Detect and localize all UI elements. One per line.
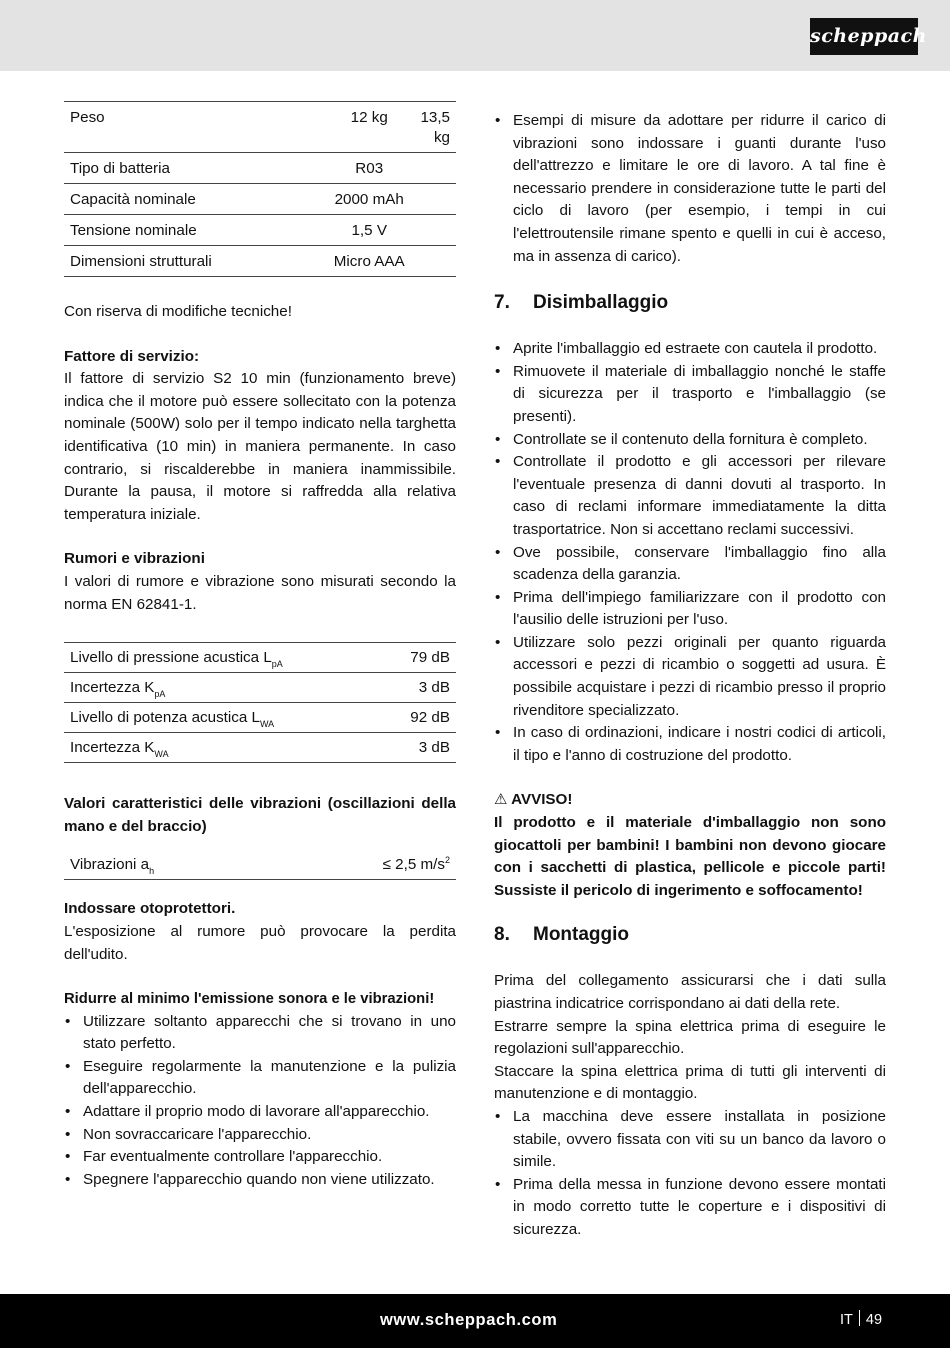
header-bar [0, 0, 950, 71]
list-item: • Spegnere l'apparecchio quando non viene utilizzato. [64, 1169, 456, 1192]
warning-text: Il prodotto e il materiale d'imballaggio non sono giocattoli per bambini! I bambini non devono giocare con i sacchetti di plastica, pellicole e piccole parti! Sussiste il pericolo di ingerimento e soffocamento! [494, 814, 886, 899]
noise-value: 3 dB [383, 673, 456, 703]
spec-table [64, 101, 456, 277]
section-8-heading: 8. Montaggio [494, 924, 630, 946]
duty-heading: Fattore di servizio: [64, 347, 200, 365]
noise-value: 92 dB [383, 703, 456, 733]
table-row [64, 850, 456, 880]
spec-value [414, 246, 456, 277]
list-item: • Prima della messa in funzione devono essere montati in modo corretto tutte le coperture e i dispositivi di sicurezza. [494, 1174, 886, 1242]
list-item: • Controllate il prodotto e gli accessori per rilevare l'eventuale presenza di danni dovuti al trasporto. In caso di reclami informare immediatamente la ditta trasportatrice. Non si accettano reclami successivi. [494, 451, 886, 541]
table-row [64, 673, 456, 703]
list-item: • Controllate se il contenuto della fornitura è completo. [494, 429, 886, 452]
mounting-text-2: Estrarre sempre la spina elettrica prima di eseguire le regolazioni sull'apparecchio. [494, 1017, 886, 1058]
noise-label: Incertezza $K_{WA}$ [64, 733, 383, 763]
noise-label: Incertezza $K_{pA}$ [64, 673, 383, 703]
list-item: • Ove possibile, conservare l'imballaggio fino alla scadenza della garanzia. [494, 542, 886, 587]
spec-value: 12 kg [324, 102, 414, 153]
table-row [64, 703, 456, 733]
ear-protection-heading: Indossare otoprotettori. [64, 900, 236, 918]
left-column [64, 101, 456, 1191]
mounting-text-3: Staccare la spina elettrica prima di tutti gli interventi di manutenzione e di montaggio. [494, 1062, 886, 1103]
reserve-note: Con riserva di modifiche tecniche! [64, 303, 292, 320]
spec-value: 1,5 V [324, 215, 414, 246]
spec-label: Capacità nominale [64, 184, 324, 215]
noise-table [64, 642, 456, 763]
list-item: • Utilizzare soltanto apparecchi che si trovano in uno stato perfetto. [64, 1011, 456, 1056]
spec-value [414, 153, 456, 184]
noise-text: I valori di rumore e vibrazione sono misurati secondo la norma EN 62841-1. [64, 572, 456, 613]
noise-heading: Rumori e vibrazioni [64, 550, 205, 568]
right-column [494, 110, 886, 1242]
list-item: • Rimuovete il materiale di imballaggio nonché le staffe di sicurezza per il trasporto e l'imballaggio (se presenti). [494, 361, 886, 429]
spec-label: Dimensioni strutturali [64, 246, 324, 277]
footer-bar [0, 1294, 950, 1348]
list-item: • Utilizzare solo pezzi originali per quanto riguarda accessori e pezzi di ricambio o soggetti ad usura. È possibile acquistare i pezzi di ricambio presso il proprio rivenditore specializzato. [494, 632, 886, 722]
mounting-text-1: Prima del collegamento assicurarsi che i dati sulla piastrina indicatrice corrispondano ai dati della rete. [494, 972, 886, 1012]
footer-url[interactable]: www.scheppach.com [380, 1311, 558, 1329]
list-item: • In caso di ordinazioni, indicare i nostri codici di articoli, il tipo e l'anno di costruzione del prodotto. [494, 722, 886, 767]
ear-protection-text: L'esposizione al rumore può provocare la perdita dell'udito. [64, 922, 456, 963]
spec-value [414, 184, 456, 215]
unpacking-list [494, 338, 886, 767]
noise-label: Livello di potenza acustica $L_{WA}$ [64, 703, 383, 733]
reduce-list [64, 1011, 456, 1192]
spec-value: 13,5 kg [414, 102, 456, 153]
page-number: IT 49 [840, 1312, 883, 1328]
vibration-table [64, 850, 456, 880]
list-item: • Far eventualmente controllare l'apparecchio. [64, 1146, 456, 1169]
list-item: • Prima dell'impiego familiarizzare con il prodotto con l'ausilio delle istruzioni per l'uso. [494, 587, 886, 632]
table-row [64, 733, 456, 763]
spec-value: Micro AAA [324, 246, 414, 277]
reduce-heading: Ridurre al minimo l'emissione sonora e le vibrazioni! [64, 991, 435, 1008]
spec-value [414, 215, 456, 246]
table-row [64, 184, 456, 215]
spec-value: R03 [324, 153, 414, 184]
section-7-heading: 7. Disimballaggio [494, 292, 669, 314]
mounting-list [494, 1106, 886, 1242]
spec-label: Tipo di batteria [64, 153, 324, 184]
list-item: • Adattare il proprio modo di lavorare all'apparecchio. [64, 1101, 456, 1124]
vibration-heading: Valori caratteristici delle vibrazioni (oscillazioni della mano e del braccio) [64, 795, 456, 835]
spec-value: 2000 mAh [324, 184, 414, 215]
list-item: • Esempi di misure da adottare per ridurre il carico di vibrazioni sono indossare i guanti durante l'uso dell'attrezzo e limitare le ore di lavoro. A tal fine è necessario prendere in considerazione tutte le parti del ciclo di lavoro (per esempio, i tempi in cui l'elettroutensile rimane spento e quelli in cui è acceso, ma in assenza di carico). [494, 110, 886, 268]
spec-label: Peso [64, 102, 324, 153]
table-row [64, 153, 456, 184]
vibration-measures-list [494, 110, 886, 268]
warning-heading: ⚠ AVVISO! [494, 791, 573, 809]
table-row [64, 643, 456, 673]
noise-value: 3 dB [383, 733, 456, 763]
spec-label: Tensione nominale [64, 215, 324, 246]
table-row [64, 246, 456, 277]
table-row [64, 102, 456, 153]
warning-icon: ⚠ [494, 791, 508, 809]
duty-text: Il fattore di servizio S2 10 min (funzionamento breve) indica che il motore può essere sollecitato con la potenza nominale (500W) solo per il tempo indicato nella targhetta identificativa (10 min) in maniera permanente. In caso contrario, si riscalderebbe in maniera inammissibile. Durante la pausa, il motore si raffredda alla relativa temperatura iniziale. [64, 370, 456, 523]
list-item: • Non sovraccaricare l'apparecchio. [64, 1124, 456, 1147]
vibration-label: Vibrazioni $a_h$ [64, 850, 279, 880]
list-item: • Eseguire regolarmente la manutenzione e la pulizia dell'apparecchio. [64, 1056, 456, 1101]
table-row [64, 215, 456, 246]
scheppach-logo: scheppach [810, 18, 918, 55]
noise-label: Livello di pressione acustica $L_{pA}$ [64, 643, 383, 673]
vibration-value: ≤ 2,5 $m/s^2$ [279, 850, 456, 880]
noise-value: 79 dB [383, 643, 456, 673]
list-item: • Aprite l'imballaggio ed estraete con cautela il prodotto. [494, 338, 886, 361]
list-item: • La macchina deve essere installata in posizione stabile, ovvero fissata con viti su un banco da lavoro o simile. [494, 1106, 886, 1174]
